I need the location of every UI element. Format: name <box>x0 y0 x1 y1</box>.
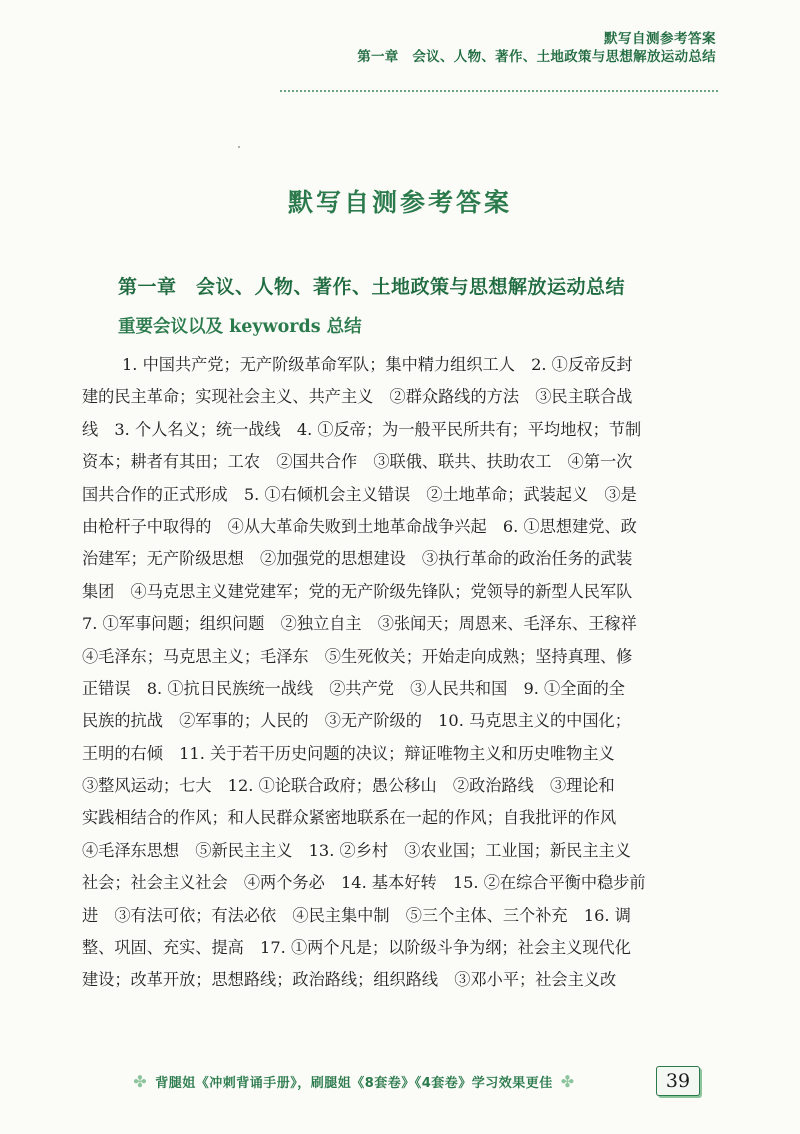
body-line: 治建军；无产阶级思想 ②加强党的思想建设 ③执行革命的政治任务的武装 <box>82 549 633 569</box>
body-line: 国共合作的正式形成 5. ①右倾机会主义错误 ②土地革命；武装起义 ③是 <box>82 484 637 504</box>
body-line: 建的民主革命；实现社会主义、共产主义 ②群众路线的方法 ③民主联合战 <box>82 387 633 407</box>
speck-mark <box>238 146 240 148</box>
body-line: 集团 ④马克思主义建党建军；党的无产阶级先锋队；党领导的新型人民军队 <box>82 581 633 601</box>
running-head <box>357 30 716 66</box>
running-head-chapter: 第一章 会议、人物、著作、土地政策与思想解放运动总结 <box>357 49 716 66</box>
page-number: 39 <box>656 1066 700 1096</box>
body-line: 正错误 8. ①抗日民族统一战线 ②共产党 ③人民共和国 9. ①全面的全 <box>82 678 625 698</box>
body-line: 社会；社会主义社会 ④两个务必 14. 基本好转 15. ②在综合平衡中稳步前 <box>82 873 646 893</box>
chapter-title: 第一章 会议、人物、著作、土地政策与思想解放运动总结 <box>118 276 626 298</box>
body-line: 实践相结合的作风；和人民群众紧密地联系在一起的作风；自我批评的作风 <box>82 808 617 828</box>
running-head-title: 默写自测参考答案 <box>604 31 716 47</box>
body-line: ④毛泽东；马克思主义；毛泽东 ⑤生死攸关；开始走向成熟；坚持真理、修 <box>82 646 633 666</box>
body-line: 1. 中国共产党；无产阶级革命军队；集中精力组织工人 2. ①反帝反封 <box>122 355 633 374</box>
section-title: 重要会议以及 keywords 总结 <box>118 317 362 337</box>
body-line: 进 ③有法可依；有法必依 ④民主集中制 ⑤三个主体、三个补充 16. 调 <box>82 905 631 925</box>
body-line: 线 3. 个人名义；统一战线 4. ①反帝；为一般平民所共有；平均地权；节制 <box>82 419 642 439</box>
page-title: 默写自测参考答案 <box>287 188 512 217</box>
body-line: 7. ①军事问题；组织问题 ②独立自主 ③张闻天；周恩来、毛泽东、王稼祥 <box>82 614 637 634</box>
body-line: 资本；耕者有其田；工农 ②国共合作 ③联俄、联共、扶助农工 ④第一次 <box>82 452 633 472</box>
body-line: 建设；改革开放；思想路线；政治路线；组织路线 ③邓小平；社会主义改 <box>82 970 617 990</box>
footer-promo <box>62 1066 646 1096</box>
answer-body <box>82 349 708 997</box>
header-dotted-divider <box>280 90 718 92</box>
body-line: ④毛泽东思想 ⑤新民主主义 13. ②乡村 ③农业国；工业国；新民主主义 <box>82 840 631 860</box>
body-line: ③整风运动；七大 12. ①论联合政府；愚公移山 ②政治路线 ③理论和 <box>82 776 615 796</box>
clover-icon: ✤ <box>560 1071 575 1091</box>
clover-icon: ✤ <box>133 1071 148 1091</box>
body-line: 民族的抗战 ②军事的；人民的 ③无产阶级的 10. 马克思主义的中国化； <box>82 711 631 731</box>
body-line: 整、巩固、充实、提高 17. ①两个凡是；以阶级斗争为纲；社会主义现代化 <box>82 938 631 958</box>
body-line: 王明的右倾 11. 关于若干历史问题的决议；辩证唯物主义和历史唯物主义 <box>82 743 615 763</box>
footer-text: 背腿姐《冲刺背诵手册》，刷腿姐《8套卷》《4套卷》学习效果更佳 <box>155 1075 553 1091</box>
body-line: 由枪杆子中取得的 ④从大革命失败到土地革命战争兴起 6. ①思想建党、政 <box>82 516 637 536</box>
